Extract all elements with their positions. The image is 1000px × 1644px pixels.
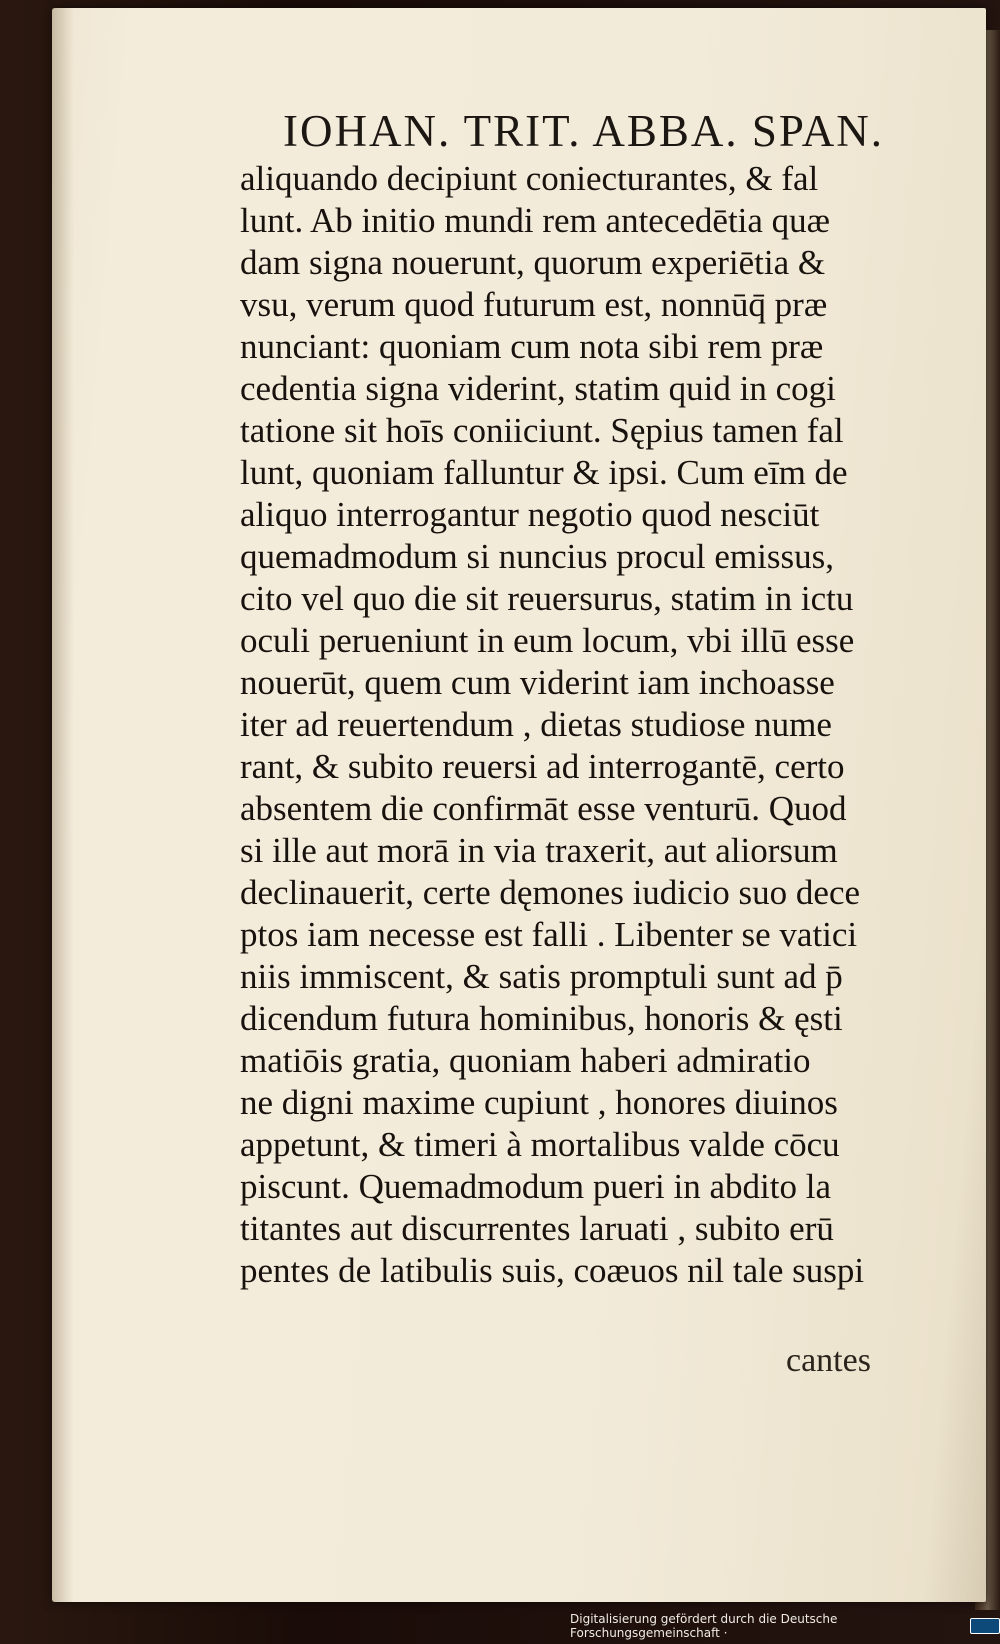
text-line: rant, & subito reuersi ad interrogantē, certo [240,747,845,786]
text-line: oculi perueniunt in eum locum, vbi illū esse [240,621,855,660]
text-line: dicendum futura hominibus, honoris & ęsti [240,999,843,1038]
text-line: piscunt. Quemadmodum pueri in abdito la [240,1167,832,1206]
funding-note: Digitalisierung gefördert durch die Deutsche Forschungsgemeinschaft · [570,1612,838,1640]
text-line: cedentia signa viderint, statim quid in cogi [240,369,836,408]
text-line: pentes de latibulis suis, coæuos nil tale suspi [240,1251,865,1290]
text-line: ptos iam necesse est falli . Libenter se vatici [240,915,858,954]
running-title: IOHAN. TRIT. ABBA. SPAN. [283,106,885,156]
text-line: lunt. Ab initio mundi rem antecedētia quæ [240,201,831,240]
text-line: declinauerit, certe dęmones iudicio suo dece [240,873,861,912]
text-line: niis immiscent, & satis promptuli sunt ad p̄ [240,957,843,996]
text-line: tatione sit hoīs coniiciunt. Sępius tamen fal [240,411,844,450]
text-line: titantes aut discurrentes laruati , subito erū [240,1209,834,1248]
text-line: aliquo interrogantur negotio quod nesciūt [240,495,820,534]
text-line: nunciant: quoniam cum nota sibi rem præ [240,327,824,366]
text-line: dam signa nouerunt, quorum experiētia & [240,243,826,282]
text-line: matiōis gratia, quoniam haberi admiratio [240,1041,811,1080]
text-line: nouerūt, quem cum viderint iam inchoasse [240,663,835,702]
digitization-credit [570,1612,1000,1640]
text-line: lunt, quoniam falluntur & ipsi. Cum eīm de [240,453,848,492]
text-line: absentem die confirmāt esse venturū. Quod [240,789,847,828]
text-line: quemadmodum si nuncius procul emissus, [240,537,834,576]
catchword: cantes [786,1342,871,1379]
text-line: ne digni maxime cupiunt , honores diuinos [240,1083,838,1122]
body-text [240,158,910,1292]
text-line: iter ad reuertendum , dietas studiose nume [240,705,832,744]
gutter-shadow [52,8,74,1602]
text-line: appetunt, & timeri à mortalibus valde cōcu [240,1125,840,1164]
text-line: vsu, verum quod futurum est, nonnūq̄ præ [240,285,828,324]
text-line: cito vel quo die sit reuersurus, statim in ictu [240,579,854,618]
dfg-logo [970,1618,1000,1634]
text-line: aliquando decipiunt coniecturantes, & fal [240,159,819,198]
text-line: si ille aut morā in via traxerit, aut aliorsum [240,831,838,870]
